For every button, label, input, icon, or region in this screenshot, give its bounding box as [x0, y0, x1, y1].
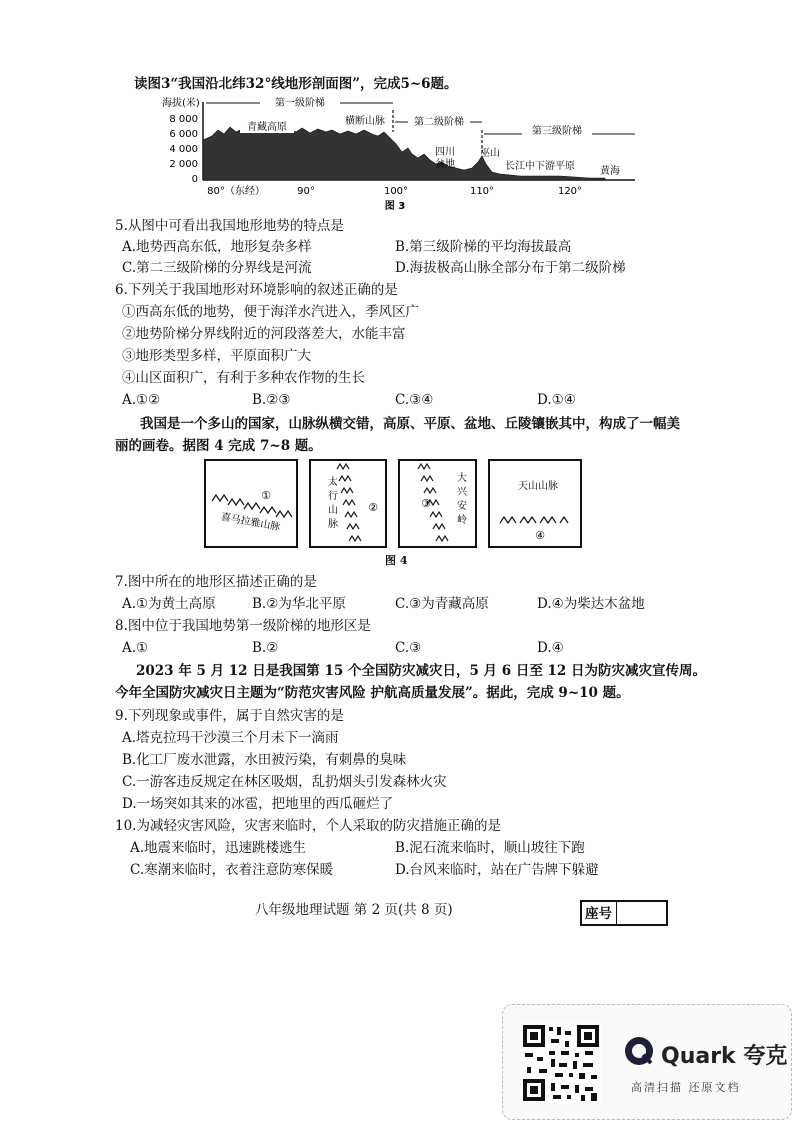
panel3-number: ③ [421, 497, 431, 510]
q8-option-c: C.③ [395, 640, 422, 656]
seat-number-label: 座号 [585, 906, 612, 922]
q6-stem: 6.下列关于我国地形对环境影响的叙述正确的是 [115, 282, 398, 298]
q9-option-d: D.一场突如其来的冰雹，把地里的西瓜砸烂了 [122, 796, 394, 812]
q8-option-b: B.② [252, 640, 279, 656]
q5-stem: 5.从图中可看出我国地形地势的特点是 [115, 218, 344, 234]
label-hengduan-mountains: 横断山脉 [345, 116, 385, 127]
intro-disaster-line1: 2023 年 5 月 12 日是我国第 15 个全国防灾减灾日，5 月 6 日至 12 日为防灾减灾宣传周。 [136, 663, 707, 679]
x-tick-80: 80°（东经） [207, 186, 265, 197]
q5-option-d: D.海拔极高山脉全部分布于第二级阶梯 [395, 260, 626, 276]
y-tick-0: 0 [191, 174, 198, 185]
q7-option-b: B.②为华北平原 [252, 596, 346, 612]
panel4-name: 天山山脉 [518, 481, 558, 492]
q6-option-d: D.①④ [537, 392, 576, 408]
intro-fig4-line1: 我国是一个多山的国家，山脉纵横交错，高原、平原、盆地、丘陵镶嵌其中，构成了一幅美 [140, 416, 680, 432]
intro-fig3: 读图3“我国沿北纬32°线地形剖面图”，完成5~6题。 [134, 76, 458, 92]
q6-item-4: ④山区面积广，有利于多种农作物的生长 [122, 370, 365, 386]
terrain-profile-chart [160, 92, 640, 212]
panel2-char-4: 脉 [328, 519, 338, 530]
label-wushan: 巫山 [480, 148, 500, 159]
q7-stem: 7.图中所在的地形区描述正确的是 [115, 574, 317, 590]
y-tick-2000: 2 000 [169, 159, 198, 170]
q10-stem: 10.为减轻灾害风险，灾害来临时，个人采取的防灾措施正确的是 [115, 818, 501, 834]
q9-option-a: A.塔克拉玛干沙漠三个月未下一滴雨 [122, 730, 339, 746]
y-tick-4000: 4 000 [169, 144, 198, 155]
quark-brand: Quark 夸克 [661, 1044, 788, 1069]
figure-4-caption: 图 4 [385, 554, 408, 567]
q9-stem: 9.下列现象或事件，属于自然灾害的是 [115, 708, 344, 724]
step1-label: 第一级阶梯 [275, 98, 325, 109]
q10-option-a: A.地震来临时，迅速跳楼逃生 [130, 840, 307, 856]
intro-fig4-line2: 丽的画卷。据图 4 完成 7~8 题。 [115, 438, 322, 454]
tianshan-mountain-symbols [500, 517, 568, 523]
q6-item-3: ③地形类型多样，平原面积广大 [122, 348, 311, 364]
q5-option-a: A.地势西高东低，地形复杂多样 [122, 239, 312, 255]
q6-item-1: ①西高东低的地势，便于海洋水汽进入，季风区广 [122, 304, 419, 320]
fig4-panel-1 [204, 459, 298, 548]
panel2-char-3: 山 [328, 505, 338, 516]
label-yellow-sea: 黄海 [600, 166, 620, 177]
intro-disaster-line2: 今年全国防灾减灾日主题为“防范灾害风险 护航高质量发展”。据此，完成 9~10 题。 [115, 685, 630, 701]
panel2-number: ② [368, 501, 378, 514]
q5-option-b: B.第三级阶梯的平均海拔最高 [395, 239, 572, 255]
q9-option-b: B.化工厂废水泄露，水田被污染，有刺鼻的臭味 [122, 752, 407, 768]
panel1-number: ① [261, 489, 271, 502]
quark-logo-icon [623, 1035, 655, 1067]
figure-3 [160, 92, 640, 212]
quark-watermark [502, 1004, 792, 1120]
x-tick-120: 120° [557, 186, 583, 197]
label-qinghai-tibet-plateau: 青藏高原 [247, 122, 287, 133]
label-yangtze-plain: 长江中下游平原 [505, 161, 575, 172]
panel3-char-4: 岭 [457, 515, 467, 526]
x-tick-90: 90° [297, 186, 315, 197]
fig4-panel-2 [309, 459, 387, 548]
fig4-panel-4 [488, 459, 582, 548]
q10-option-d: D.台风来临时，站在广告牌下躲避 [395, 862, 599, 878]
panel1-name: 喜马拉雅山脉 [219, 511, 281, 534]
step2-label: 第二级阶梯 [414, 117, 464, 128]
page-footer: 八年级地理试题 第 2 页(共 8 页) [255, 902, 453, 918]
qr-code-icon [521, 1023, 601, 1103]
y-tick-6000: 6 000 [169, 129, 198, 140]
y-axis-label: 海拔(米) [162, 98, 200, 109]
panel2-char-1: 太 [328, 477, 338, 488]
x-tick-110: 110° [469, 186, 495, 197]
q6-option-a: A.①② [122, 392, 161, 408]
q8-stem: 8.图中位于我国地势第一级阶梯的地形区是 [115, 618, 371, 634]
q7-option-a: A.①为黄土高原 [122, 596, 216, 612]
q8-option-d: D.④ [537, 640, 564, 656]
label-sichuan-1: 四川 [435, 147, 455, 158]
q5-option-c: C.第二三级阶梯的分界线是河流 [122, 260, 312, 276]
taihang-mountain-symbols [337, 464, 361, 541]
figure-3-caption: 图 3 [384, 201, 406, 212]
label-sichuan-2: 盆地 [435, 159, 455, 170]
quark-tagline: 高清扫描 还原文档 [631, 1081, 741, 1094]
seat-number-box [580, 900, 668, 926]
fig4-panel-3 [398, 459, 477, 548]
x-tick-100: 100° [383, 186, 409, 197]
panel4-number: ④ [535, 529, 545, 542]
q10-option-b: B.泥石流来临时，顺山坡往下跑 [395, 840, 585, 856]
q7-option-c: C.③为青藏高原 [395, 596, 489, 612]
q10-option-c: C.寒潮来临时，衣着注意防寒保暖 [130, 862, 334, 878]
q6-option-b: B.②③ [252, 392, 291, 408]
panel2-char-2: 行 [328, 491, 338, 502]
q8-option-a: A.① [122, 640, 149, 656]
q7-option-d: D.④为柴达木盆地 [537, 596, 645, 612]
q9-option-c: C.一游客违反规定在林区吸烟，乱扔烟头引发森林火灾 [122, 774, 447, 790]
q6-item-2: ②地势阶梯分界线附近的河段落差大，水能丰富 [122, 326, 406, 342]
panel3-char-1: 大 [457, 473, 467, 484]
panel3-char-3: 安 [457, 501, 467, 512]
step3-label: 第三级阶梯 [532, 126, 582, 137]
seat-number-divider [616, 902, 617, 924]
q6-option-c: C.③④ [395, 392, 434, 408]
y-tick-8000: 8 000 [169, 114, 198, 125]
panel3-char-2: 兴 [457, 487, 467, 498]
